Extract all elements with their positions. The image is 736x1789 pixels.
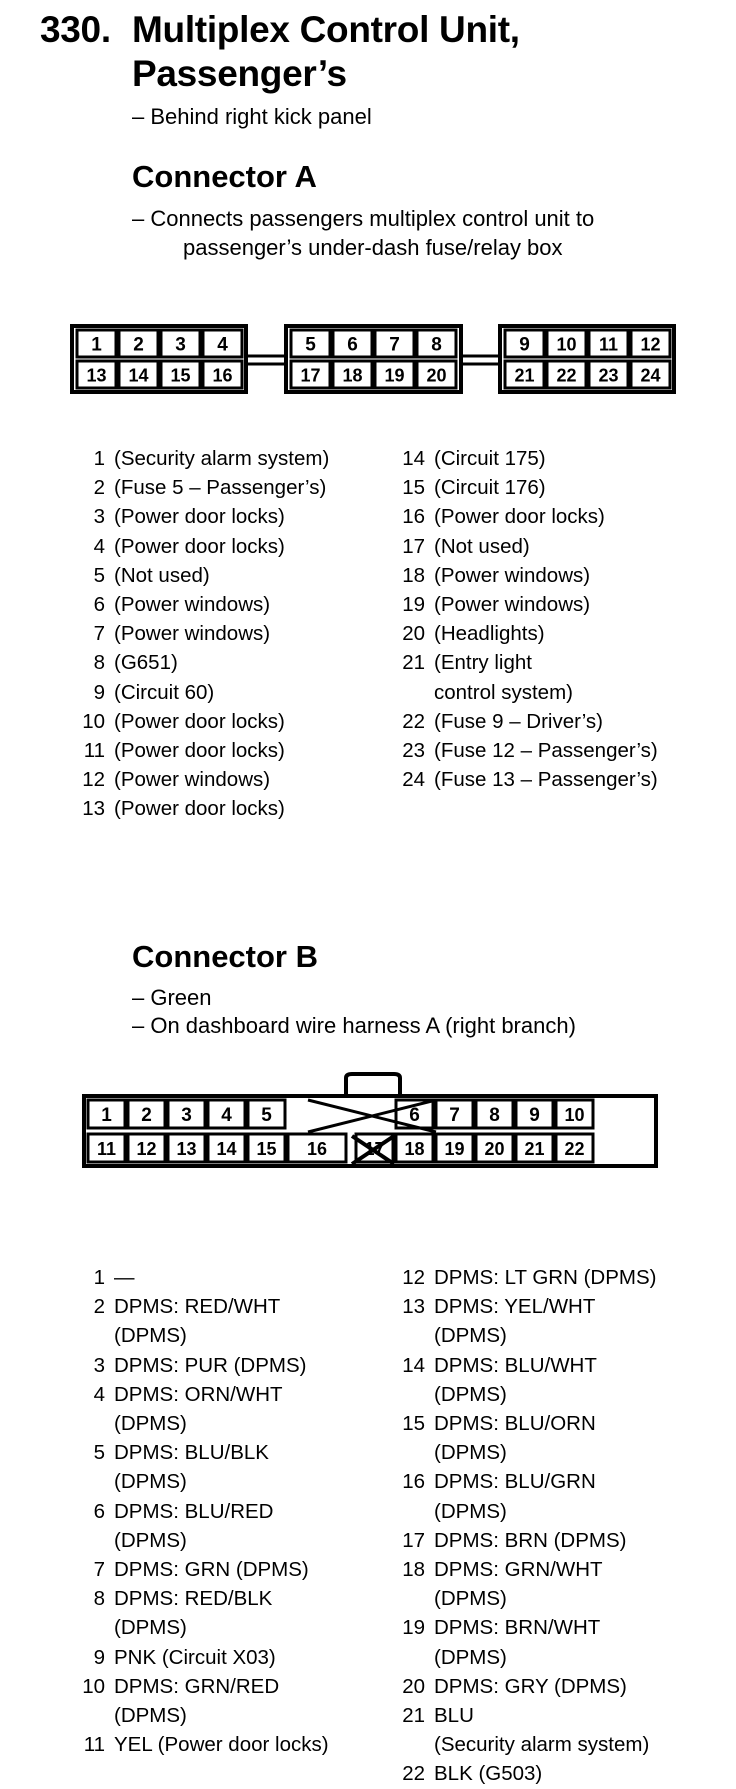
pin-number: 6 [93, 593, 105, 617]
pin-description: DPMS: RED/WHT [114, 1295, 281, 1319]
pin-entry [396, 502, 658, 531]
pin-entry-continuation [396, 1730, 656, 1759]
pin-entry-continuation [72, 1467, 329, 1496]
connector-b-cell: 15 [256, 1139, 277, 1159]
pin-number: 13 [402, 1295, 425, 1319]
pin-number: 4 [93, 1382, 105, 1406]
pin-description: (Headlights) [434, 622, 545, 646]
location-note: – Behind right kick panel [132, 104, 372, 129]
connector-a-cell: 17 [300, 365, 321, 386]
connector-a-cell: 16 [212, 365, 233, 386]
pin-number: 16 [402, 505, 425, 529]
connector-a-cell: 7 [389, 334, 400, 356]
pin-entry [72, 736, 329, 765]
connector-a-cell: 14 [128, 365, 149, 386]
pin-description: DPMS: RED/BLK [114, 1587, 273, 1611]
connector-a-cell: 21 [514, 365, 535, 386]
pin-description: (DPMS) [434, 1587, 507, 1611]
pin-entry [396, 1263, 656, 1292]
pin-entry-continuation [72, 1613, 329, 1642]
connector-b-cell: 11 [96, 1139, 117, 1159]
pin-entry [396, 1701, 656, 1730]
pin-description: (G651) [114, 651, 178, 675]
connector-a-cell: 6 [347, 334, 358, 356]
connector-a-cell: 22 [556, 365, 577, 386]
connector-b-heading: Connector B [132, 939, 318, 974]
pin-entry-continuation [72, 1321, 329, 1350]
pin-description: (Power windows) [434, 593, 591, 617]
pin-description: (Circuit 60) [114, 680, 215, 704]
pin-description: (Fuse 9 – Driver’s) [434, 709, 603, 733]
pin-description: (Security alarm system) [434, 1733, 650, 1757]
pin-description: DPMS: BRN (DPMS) [434, 1528, 627, 1552]
connector-b-cell: 2 [141, 1105, 152, 1126]
pin-number: 10 [82, 709, 105, 733]
pin-entry-continuation [396, 1438, 656, 1467]
pin-entry-continuation [396, 1380, 656, 1409]
pin-description: (Fuse 12 – Passenger’s) [434, 739, 658, 763]
pin-number: 13 [82, 797, 105, 821]
connector-a-cell: 23 [598, 365, 619, 386]
pin-description: DPMS: GRN/RED [114, 1674, 280, 1698]
pin-description: DPMS: BLU/BLK [114, 1441, 269, 1465]
pin-number: 19 [402, 1616, 425, 1640]
connector-a-description: – Connects passengers multiplex control unit to [132, 206, 595, 231]
pin-entry [72, 794, 329, 823]
pin-entry [72, 648, 329, 677]
pin-description: (DPMS) [114, 1470, 187, 1494]
pin-description: control system) [434, 680, 573, 704]
pin-description: (Circuit 176) [434, 476, 546, 500]
pin-description: DPMS: GRY (DPMS) [434, 1674, 627, 1698]
pin-number: 1 [93, 1266, 105, 1289]
pin-description: (Fuse 13 – Passenger’s) [434, 768, 658, 792]
pin-description: (Circuit 175) [434, 447, 546, 470]
pin-entry-continuation [396, 1497, 656, 1526]
pin-number: 11 [83, 1733, 105, 1757]
pin-entry [72, 1730, 329, 1759]
pin-number: 7 [93, 622, 105, 646]
pin-description: (DPMS) [434, 1382, 507, 1406]
pin-number: 20 [402, 1674, 425, 1698]
pin-description: (Power door locks) [114, 797, 285, 821]
pin-entry [396, 1526, 656, 1555]
pin-entry [396, 1409, 656, 1438]
connector-b-cell: 13 [176, 1139, 197, 1159]
connector-b-key [346, 1074, 400, 1096]
pin-description: (Power door locks) [114, 534, 285, 558]
pin-number: 7 [93, 1558, 105, 1582]
connector-a-cell: 2 [133, 334, 144, 356]
page-title: Multiplex Control Unit, [132, 9, 520, 50]
connector-b-cell: 12 [136, 1139, 157, 1159]
connector-b-cell: 16 [306, 1139, 328, 1159]
pin-entry [396, 648, 658, 677]
connector-a-diagram [0, 320, 736, 400]
pin-description: (Not used) [434, 534, 530, 558]
pin-entry [396, 1613, 656, 1642]
connector-a-cell: 3 [175, 334, 186, 356]
pin-entry [72, 1643, 329, 1672]
connector-a-cell: 12 [640, 334, 661, 355]
pin-entry [72, 1351, 329, 1380]
connector-a-cell: 4 [217, 334, 228, 356]
pin-number: 3 [93, 505, 105, 529]
connector-a-cell: 13 [86, 365, 107, 386]
connector-a-cell: 9 [519, 334, 530, 356]
pin-entry [396, 1467, 656, 1496]
pin-number: 15 [402, 1412, 425, 1436]
pin-number: 11 [83, 739, 105, 763]
connector-a-cell: 10 [556, 334, 577, 355]
pin-number: 18 [402, 1558, 425, 1582]
pin-number: 23 [402, 739, 425, 763]
connector-b-cell: 14 [216, 1139, 237, 1159]
pin-number: 5 [93, 563, 105, 587]
pin-entry-continuation [72, 1701, 329, 1730]
connector-a-cell: 19 [384, 365, 405, 386]
pin-description: (Power windows) [434, 563, 591, 587]
connector-b-color: – Green [132, 985, 212, 1010]
pin-entry [396, 707, 658, 736]
pin-number: 21 [402, 1704, 425, 1728]
pin-entry [72, 1672, 329, 1701]
pin-number: 22 [402, 709, 425, 733]
pin-entry-continuation [396, 1321, 656, 1350]
pin-entry [72, 619, 329, 648]
connector-b-pins-left [72, 1263, 329, 1759]
pin-description: (DPMS) [114, 1324, 187, 1348]
pin-entry-continuation [72, 1409, 329, 1438]
pin-description: DPMS: BLU/ORN [434, 1412, 596, 1436]
pin-entry [396, 1672, 656, 1701]
connector-b-diagram [0, 1070, 736, 1190]
pin-description: (Power door locks) [114, 505, 285, 529]
connector-a-cell: 24 [640, 365, 661, 386]
pin-entry [396, 1351, 656, 1380]
pin-description: — [114, 1266, 135, 1289]
pin-description: (Power windows) [114, 768, 271, 792]
pin-description: (Power door locks) [114, 709, 285, 733]
pin-entry [396, 444, 658, 473]
pin-number: 8 [93, 1587, 105, 1611]
connector-a-cell: 18 [342, 365, 363, 386]
pin-number: 14 [402, 1353, 425, 1377]
pin-description: YEL (Power door locks) [114, 1733, 329, 1757]
pin-number: 3 [93, 1353, 105, 1377]
connector-a-cell: 11 [598, 334, 619, 355]
pin-entry [72, 707, 329, 736]
connector-b-cell: 17 [364, 1139, 385, 1159]
connector-a-cell: 15 [170, 365, 191, 386]
pin-description: (DPMS) [434, 1645, 507, 1669]
pin-description: DPMS: PUR (DPMS) [114, 1353, 307, 1377]
pin-entry [72, 532, 329, 561]
pin-entry [396, 1292, 656, 1321]
pin-number: 24 [402, 768, 425, 792]
pin-number: 8 [93, 651, 105, 675]
pin-entry [396, 532, 658, 561]
pin-description: (Entry light [434, 651, 532, 675]
pin-entry [396, 736, 658, 765]
pin-number: 14 [402, 447, 425, 470]
pin-entry [396, 473, 658, 502]
pin-number: 9 [93, 680, 105, 704]
pin-entry [72, 473, 329, 502]
connector-b-cell: 19 [444, 1139, 465, 1159]
connector-b-cell: 10 [564, 1105, 585, 1125]
pin-number: 22 [402, 1762, 425, 1786]
pin-entry [72, 1263, 329, 1292]
pin-description: (DPMS) [434, 1324, 507, 1348]
title-number: 330. [40, 9, 111, 50]
pin-description: (Power door locks) [434, 505, 605, 529]
pin-description: DPMS: LT GRN (DPMS) [434, 1266, 657, 1289]
pin-number: 9 [93, 1645, 105, 1669]
pin-entry [72, 1584, 329, 1613]
pin-entry [396, 1759, 656, 1788]
connector-b-location: – On dashboard wire harness A (right branch) [132, 1013, 576, 1038]
connector-b-cell: 9 [529, 1105, 540, 1126]
pin-entry [72, 1497, 329, 1526]
pin-description: DPMS: BRN/WHT [434, 1616, 601, 1640]
pin-number: 12 [82, 768, 105, 792]
pin-description: PNK (Circuit X03) [114, 1645, 276, 1669]
pin-number: 2 [93, 1295, 105, 1319]
pin-number: 5 [93, 1441, 105, 1465]
connector-b-cell: 3 [181, 1105, 192, 1126]
connector-a-cell: 5 [305, 334, 316, 356]
pin-description: BLU [434, 1704, 474, 1728]
pin-number: 19 [402, 593, 425, 617]
connector-b-cell: 21 [524, 1139, 545, 1159]
pin-description: DPMS: BLU/RED [114, 1499, 274, 1523]
pin-entry-continuation [396, 1584, 656, 1613]
pin-entry [72, 765, 329, 794]
connector-a-cell: 8 [431, 334, 442, 356]
pin-entry [72, 1555, 329, 1584]
connector-b-cell: 5 [261, 1105, 272, 1126]
pin-description: (Not used) [114, 563, 210, 587]
connector-b-pins-right [396, 1263, 656, 1789]
connector-a-description-line2: passenger’s under-dash fuse/relay box [183, 235, 563, 260]
pin-entry [396, 590, 658, 619]
pin-number: 16 [402, 1470, 425, 1494]
pin-description: DPMS: GRN (DPMS) [114, 1558, 309, 1582]
pin-description: (Security alarm system) [114, 447, 330, 470]
connector-a-heading: Connector A [132, 159, 317, 194]
pin-number: 20 [402, 622, 425, 646]
connector-b-cell: 6 [409, 1105, 420, 1126]
pin-entry [72, 502, 329, 531]
pin-entry [396, 561, 658, 590]
pin-description: DPMS: BLU/GRN [434, 1470, 596, 1494]
pin-number: 12 [402, 1266, 425, 1289]
pin-number: 10 [82, 1674, 105, 1698]
pin-description: DPMS: GRN/WHT [434, 1558, 603, 1582]
pin-description: (Power door locks) [114, 739, 285, 763]
page-title-line2: Passenger’s [132, 53, 347, 94]
pin-entry [396, 619, 658, 648]
pin-entry [72, 1292, 329, 1321]
connector-a-cell: 1 [91, 334, 102, 356]
connector-b-cell: 18 [404, 1139, 425, 1159]
connector-a-pins-right [396, 444, 658, 794]
pin-description: DPMS: BLU/WHT [434, 1353, 597, 1377]
pin-entry [72, 444, 329, 473]
pin-description: (DPMS) [114, 1412, 187, 1436]
connector-b-cell: 20 [484, 1139, 505, 1159]
pin-description: (Fuse 5 – Passenger’s) [114, 476, 327, 500]
pin-description: (DPMS) [114, 1528, 187, 1552]
connector-b-cell: 4 [221, 1105, 232, 1126]
connector-b-cell: 8 [489, 1105, 500, 1126]
pin-description: (DPMS) [114, 1704, 187, 1728]
pin-entry [72, 590, 329, 619]
pin-description: (Power windows) [114, 622, 271, 646]
pin-description: DPMS: YEL/WHT [434, 1295, 596, 1319]
pin-description: (DPMS) [114, 1616, 187, 1640]
pin-description: (Power windows) [114, 593, 271, 617]
pin-number: 4 [93, 534, 105, 558]
pin-entry-continuation [396, 678, 658, 707]
pin-entry [396, 765, 658, 794]
pin-entry-continuation [72, 1526, 329, 1555]
connector-b-cell: 7 [449, 1105, 460, 1126]
pin-entry [72, 678, 329, 707]
connector-a-pins-left [72, 444, 329, 824]
pin-description: DPMS: ORN/WHT [114, 1382, 283, 1406]
pin-number: 18 [402, 563, 425, 587]
pin-number: 2 [93, 476, 105, 500]
pin-number: 6 [93, 1499, 105, 1523]
pin-number: 21 [402, 651, 425, 675]
pin-description: (DPMS) [434, 1441, 507, 1465]
pin-entry [72, 561, 329, 590]
pin-description: (DPMS) [434, 1499, 507, 1523]
connector-b-cell: 1 [101, 1105, 112, 1126]
pin-entry [72, 1438, 329, 1467]
pin-number: 17 [402, 534, 425, 558]
connector-b-cell: 22 [564, 1139, 585, 1159]
pin-number: 1 [93, 447, 105, 470]
pin-number: 17 [402, 1528, 425, 1552]
pin-entry-continuation [396, 1643, 656, 1672]
pin-entry [72, 1380, 329, 1409]
pin-number: 15 [402, 476, 425, 500]
connector-a-cell: 20 [426, 365, 447, 386]
pin-description: BLK (G503) [434, 1762, 543, 1786]
pin-entry [396, 1555, 656, 1584]
